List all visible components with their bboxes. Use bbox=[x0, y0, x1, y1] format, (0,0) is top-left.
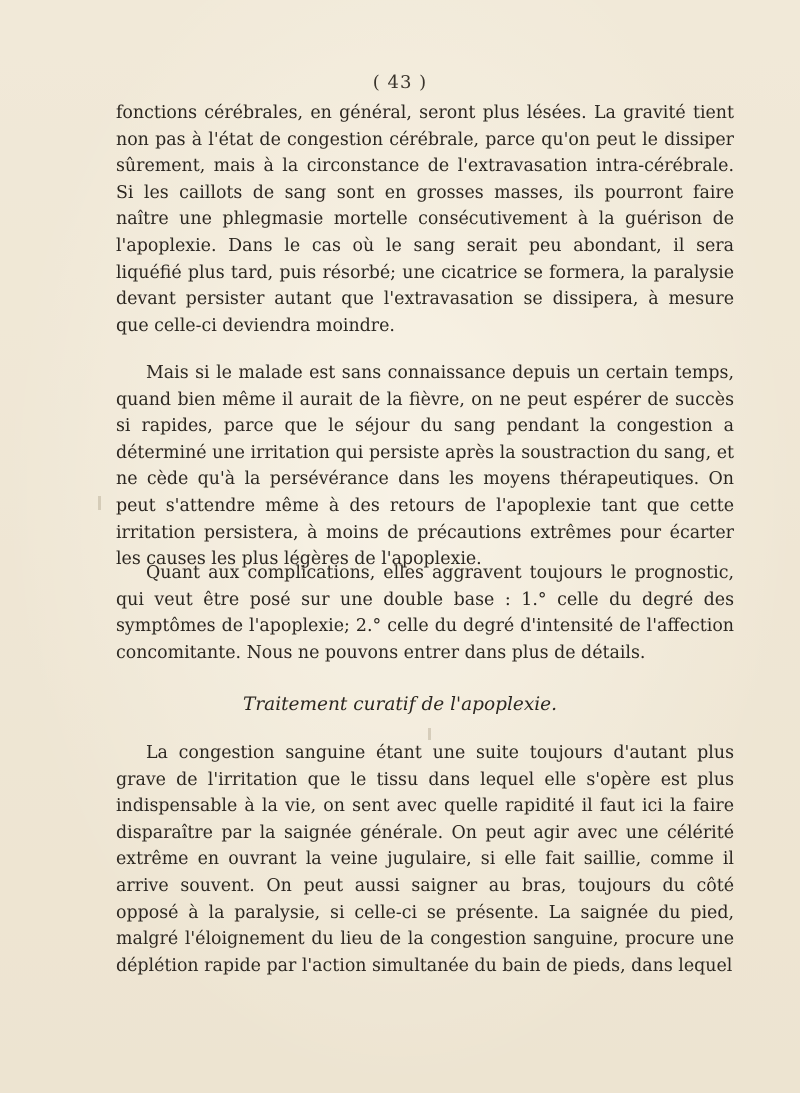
paragraph-block bbox=[116, 360, 734, 573]
page-number: ( 43 ) bbox=[372, 72, 428, 93]
paragraph-continuation: fonctions cérébrales, en général, seront plus lésées. La gravité tient non pas à l'état de congestion cérébrale, parce qu'on peut le dissiper sûrement, mais à la circonstance de l'extravasation intra-cérébrale. Si les caillots de sang sont en grosses masses, ils pourront faire naître une phlegmasie mortelle consécutivement à la guérison de l'apoplexie. Dans le cas où le sang serait peu abondant, il sera liquéfié plus tard, puis résorbé; une cicatrice se formera, la paralysie devant persister autant que l'extravasation se dissipera, à mesure que celle-ci deviendra moindre. bbox=[116, 103, 734, 336]
paper-mark bbox=[428, 728, 431, 740]
paragraph-block bbox=[116, 740, 734, 979]
paragraph-complications: Quant aux complications, elles aggravent toujours le prognostic, qui veut être posé sur une double base : 1.° celle du degré des symptômes de l'apoplexie; 2.° celle du degré d'intensité de l'affection concomitante. Nous ne pouvons entrer dans plus de détails. bbox=[116, 563, 734, 663]
paragraph-block bbox=[116, 100, 734, 339]
paragraph-block bbox=[116, 560, 734, 666]
paper-mark bbox=[98, 496, 101, 510]
paragraph-prognosis: Mais si le malade est sans connaissance depuis un certain temps, quand bien même il aurait de la fièvre, on ne peut espérer de succès si rapides, parce que le séjour du sang pendant la congestion a déterminé une irritation qui persiste après la soustraction du sang, et ne cède qu'à la persévérance dans les moyens thérapeutiques. On peut s'attendre même à des retours de l'apoplexie tant que cette irritation persistera, à moins de précautions extrêmes pour écarter les causes les plus légères de l'apoplexie. bbox=[116, 363, 734, 570]
section-heading: Traitement curatif de l'apoplexie. bbox=[242, 694, 558, 715]
paragraph-treatment: La congestion sanguine étant une suite toujours d'autant plus grave de l'irritation que le tissu dans lequel elle s'opère est plus indispensable à la vie, on sent avec quelle rapidité il faut ici la faire disparaître par la saignée générale. On peut agir avec une célérité extrême en ouvrant la veine jugulaire, si elle fait saillie, comme il arrive souvent. On peut aussi saigner au bras, toujours du côté opposé à la paralysie, si celle-ci se présente. La saignée du pied, malgré l'éloignement du lieu de la congestion sanguine, procure une déplétion rapide par l'action simultanée du bain de pieds, dans lequel bbox=[116, 743, 734, 976]
